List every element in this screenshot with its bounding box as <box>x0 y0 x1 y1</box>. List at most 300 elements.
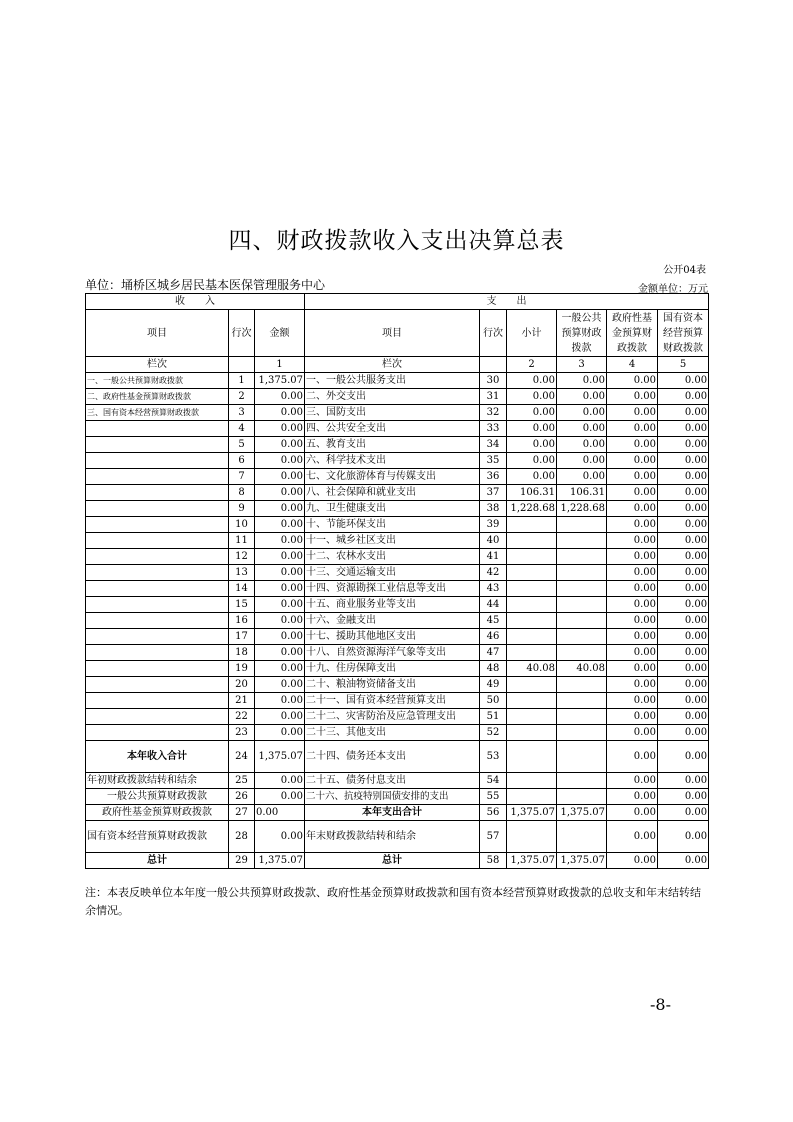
fund-budget-cell: 0.00 <box>607 581 658 597</box>
header-row-1 <box>86 294 709 310</box>
income-row-number: 1 <box>229 373 255 389</box>
fund-budget-header: 政府性基金预算财政拨款 <box>607 310 658 357</box>
expense-row-number: 53 <box>480 741 507 773</box>
income-item <box>86 661 229 677</box>
state-capital-cell: 0.00 <box>658 533 709 549</box>
income-row-number: 22 <box>229 709 255 725</box>
income-item: 一般公共预算财政拨款 <box>86 789 229 805</box>
col-number-3: 3 <box>557 357 607 373</box>
state-capital-cell: 0.00 <box>658 597 709 613</box>
table-row <box>86 693 709 709</box>
income-row-number: 4 <box>229 421 255 437</box>
table-row-26 <box>86 789 709 805</box>
table-row <box>86 437 709 453</box>
fund-budget-cell: 0.00 <box>607 565 658 581</box>
fund-budget-cell: 0.00 <box>607 805 658 821</box>
expense-item: 六、科学技术支出 <box>305 453 480 469</box>
income-amount: 0.00 <box>255 773 305 789</box>
income-amount: 0.00 <box>255 789 305 805</box>
fund-budget-cell: 0.00 <box>607 453 658 469</box>
col-number-5: 5 <box>658 357 709 373</box>
state-capital-cell: 0.00 <box>658 789 709 805</box>
income-item <box>86 533 229 549</box>
expense-item: 三、国防支出 <box>305 405 480 421</box>
income-row-number: 15 <box>229 597 255 613</box>
income-row-number: 16 <box>229 613 255 629</box>
income-row-number: 13 <box>229 565 255 581</box>
expense-row-number: 38 <box>480 501 507 517</box>
income-row-number: 25 <box>229 773 255 789</box>
expense-row-number: 37 <box>480 485 507 501</box>
subtotal-cell <box>507 773 557 789</box>
state-capital-cell: 0.00 <box>658 629 709 645</box>
subtotal-cell <box>507 565 557 581</box>
fund-budget-cell: 0.00 <box>607 437 658 453</box>
state-capital-cell: 0.00 <box>658 661 709 677</box>
general-budget-cell <box>557 581 607 597</box>
state-capital-cell: 0.00 <box>658 373 709 389</box>
income-row-number: 19 <box>229 661 255 677</box>
income-row-number: 10 <box>229 517 255 533</box>
expense-rowno-header: 行次 <box>480 310 507 357</box>
table-row-28 <box>86 821 709 853</box>
general-budget-cell <box>557 821 607 853</box>
state-capital-cell: 0.00 <box>658 389 709 405</box>
col-number-1: 1 <box>255 357 305 373</box>
subtotal-cell <box>507 821 557 853</box>
expense-header: 支 出 <box>305 294 709 310</box>
fund-budget-cell: 0.00 <box>607 549 658 565</box>
fund-budget-cell: 0.00 <box>607 533 658 549</box>
income-row-number: 20 <box>229 677 255 693</box>
subtotal-cell: 0.00 <box>507 453 557 469</box>
expense-item: 二十一、国有资本经营预算支出 <box>305 693 480 709</box>
state-capital-cell: 0.00 <box>658 421 709 437</box>
income-item <box>86 517 229 533</box>
income-item <box>86 437 229 453</box>
income-amount-header: 金额 <box>255 310 305 357</box>
general-budget-cell: 40.08 <box>557 661 607 677</box>
table-row <box>86 453 709 469</box>
fund-budget-cell: 0.00 <box>607 709 658 725</box>
state-capital-cell: 0.00 <box>658 709 709 725</box>
general-budget-cell: 1,228.68 <box>557 501 607 517</box>
fund-budget-cell: 0.00 <box>607 597 658 613</box>
income-amount: 1,375.07 <box>255 373 305 389</box>
general-budget-cell <box>557 629 607 645</box>
subtotal-cell: 0.00 <box>507 373 557 389</box>
fund-budget-cell: 0.00 <box>607 645 658 661</box>
expense-item: 本年支出合计 <box>305 805 480 821</box>
fund-budget-cell: 0.00 <box>607 853 658 869</box>
expense-row-number: 49 <box>480 677 507 693</box>
income-row-number: 11 <box>229 533 255 549</box>
fund-budget-cell: 0.00 <box>607 773 658 789</box>
income-item: 总计 <box>86 853 229 869</box>
expense-row-number: 46 <box>480 629 507 645</box>
income-amount: 0.00 <box>255 485 305 501</box>
general-budget-cell: 0.00 <box>557 469 607 485</box>
general-budget-cell <box>557 741 607 773</box>
table-row <box>86 581 709 597</box>
income-row-number: 23 <box>229 725 255 741</box>
income-amount: 0.00 <box>255 517 305 533</box>
table-row-24 <box>86 741 709 773</box>
expense-row-number: 48 <box>480 661 507 677</box>
income-item <box>86 709 229 725</box>
general-budget-cell: 0.00 <box>557 437 607 453</box>
table-row <box>86 613 709 629</box>
subtotal-cell: 0.00 <box>507 437 557 453</box>
state-capital-cell: 0.00 <box>658 565 709 581</box>
general-budget-cell <box>557 773 607 789</box>
page-number: -8- <box>650 995 671 1014</box>
state-capital-header: 国有资本经营预算财政拨款 <box>658 310 709 357</box>
table-row <box>86 533 709 549</box>
income-item <box>86 725 229 741</box>
table-note: 注：本表反映单位本年度一般公共预算财政拨款、政府性基金预算财政拨款和国有资本经营预算财政拨款的总收支和年末结转结余情况。 <box>85 886 701 917</box>
fund-budget-cell: 0.00 <box>607 741 658 773</box>
expense-item: 二十五、债务付息支出 <box>305 773 480 789</box>
income-item <box>86 421 229 437</box>
subtotal-cell: 0.00 <box>507 469 557 485</box>
income-item <box>86 485 229 501</box>
income-amount: 0.00 <box>255 453 305 469</box>
expense-item: 十九、住房保障支出 <box>305 661 480 677</box>
income-item <box>86 613 229 629</box>
expense-row-number: 36 <box>480 469 507 485</box>
subtotal-cell <box>507 709 557 725</box>
expense-row-number: 32 <box>480 405 507 421</box>
state-capital-cell: 0.00 <box>658 805 709 821</box>
fund-budget-cell: 0.00 <box>607 821 658 853</box>
fund-budget-cell: 0.00 <box>607 501 658 517</box>
expense-item: 十六、金融支出 <box>305 613 480 629</box>
income-item: 年初财政拨款结转和结余 <box>86 773 229 789</box>
general-budget-cell <box>557 709 607 725</box>
table-row <box>86 373 709 389</box>
general-budget-cell: 0.00 <box>557 405 607 421</box>
income-row-number: 7 <box>229 469 255 485</box>
subtotal-cell <box>507 629 557 645</box>
state-capital-cell: 0.00 <box>658 549 709 565</box>
fund-budget-cell: 0.00 <box>607 661 658 677</box>
empty-cell <box>480 357 507 373</box>
page-title: 四、财政拨款收入支出决算总表 <box>228 228 565 254</box>
income-item <box>86 565 229 581</box>
expense-row-number: 33 <box>480 421 507 437</box>
expense-item: 一、一般公共服务支出 <box>305 373 480 389</box>
expense-item: 二十四、债务还本支出 <box>305 741 480 773</box>
expense-row-number: 35 <box>480 453 507 469</box>
income-amount: 0.00 <box>255 405 305 421</box>
expense-item: 八、社会保障和就业支出 <box>305 485 480 501</box>
expense-item: 七、文化旅游体育与传媒支出 <box>305 469 480 485</box>
expense-row-number: 40 <box>480 533 507 549</box>
table-row <box>86 517 709 533</box>
subtotal-cell: 40.08 <box>507 661 557 677</box>
expense-row-number: 39 <box>480 517 507 533</box>
expense-item: 二十六、抗疫特别国债安排的支出 <box>305 789 480 805</box>
expense-row-number: 52 <box>480 725 507 741</box>
income-item: 一、一般公共预算财政拨款 <box>86 373 229 389</box>
empty-cell <box>229 357 255 373</box>
table-row <box>86 725 709 741</box>
income-item <box>86 629 229 645</box>
income-item: 政府性基金预算财政拨款 <box>86 805 229 821</box>
income-row-number: 26 <box>229 789 255 805</box>
table-row <box>86 405 709 421</box>
subtotal-cell: 0.00 <box>507 421 557 437</box>
subtotal-cell: 0.00 <box>507 389 557 405</box>
expense-item: 二、外交支出 <box>305 389 480 405</box>
expense-item: 二十三、其他支出 <box>305 725 480 741</box>
fund-budget-cell: 0.00 <box>607 789 658 805</box>
income-row-number: 12 <box>229 549 255 565</box>
table-body <box>86 294 709 741</box>
column-number-row <box>86 357 709 373</box>
fund-budget-cell: 0.00 <box>607 693 658 709</box>
unit-label: 单位：埇桥区城乡居民基本医保管理服务中心 <box>85 278 326 292</box>
general-budget-cell <box>557 693 607 709</box>
general-budget-cell <box>557 725 607 741</box>
income-amount: 0.00 <box>255 565 305 581</box>
state-capital-cell: 0.00 <box>658 741 709 773</box>
income-item <box>86 501 229 517</box>
state-capital-cell: 0.00 <box>658 821 709 853</box>
header-row-2 <box>86 310 709 357</box>
income-header: 收 入 <box>86 294 305 310</box>
expense-item: 十三、交通运输支出 <box>305 565 480 581</box>
expense-row-number: 44 <box>480 597 507 613</box>
income-item: 本年收入合计 <box>86 741 229 773</box>
income-item <box>86 677 229 693</box>
subtotal-cell <box>507 677 557 693</box>
fund-budget-cell: 0.00 <box>607 613 658 629</box>
expense-item: 总计 <box>305 853 480 869</box>
table-row-29-total <box>86 853 709 869</box>
income-amount: 0.00 <box>255 725 305 741</box>
state-capital-cell: 0.00 <box>658 853 709 869</box>
income-row-number: 5 <box>229 437 255 453</box>
col-number-2: 2 <box>507 357 557 373</box>
income-amount: 0.00 <box>255 805 305 821</box>
expense-row-number: 31 <box>480 389 507 405</box>
subtotal-cell <box>507 741 557 773</box>
subtotal-cell <box>507 549 557 565</box>
subtotal-header: 小计 <box>507 310 557 357</box>
general-budget-header: 一般公共预算财政拨款 <box>557 310 607 357</box>
income-amount: 0.00 <box>255 821 305 853</box>
state-capital-cell: 0.00 <box>658 773 709 789</box>
fund-budget-cell: 0.00 <box>607 629 658 645</box>
expense-row-number: 56 <box>480 805 507 821</box>
expense-item: 十七、援助其他地区支出 <box>305 629 480 645</box>
income-item <box>86 453 229 469</box>
income-amount: 0.00 <box>255 709 305 725</box>
income-item <box>86 597 229 613</box>
state-capital-cell: 0.00 <box>658 725 709 741</box>
expense-row-number: 51 <box>480 709 507 725</box>
general-budget-cell: 0.00 <box>557 453 607 469</box>
expense-row-number: 58 <box>480 853 507 869</box>
general-budget-cell: 0.00 <box>557 373 607 389</box>
finance-table <box>85 293 709 869</box>
subtotal-cell <box>507 581 557 597</box>
income-item <box>86 469 229 485</box>
income-amount: 0.00 <box>255 533 305 549</box>
subtotal-cell: 106.31 <box>507 485 557 501</box>
income-row-number: 3 <box>229 405 255 421</box>
state-capital-cell: 0.00 <box>658 437 709 453</box>
income-amount: 0.00 <box>255 693 305 709</box>
income-amount: 1,375.07 <box>255 853 305 869</box>
fund-budget-cell: 0.00 <box>607 485 658 501</box>
income-row-number: 29 <box>229 853 255 869</box>
general-budget-cell: 1,375.07 <box>557 853 607 869</box>
general-budget-cell <box>557 677 607 693</box>
income-row-number: 6 <box>229 453 255 469</box>
income-item: 三、国有资本经营预算财政拨款 <box>86 405 229 421</box>
income-amount: 0.00 <box>255 437 305 453</box>
general-budget-cell <box>557 789 607 805</box>
table-row <box>86 677 709 693</box>
general-budget-cell: 0.00 <box>557 421 607 437</box>
table-row <box>86 549 709 565</box>
col-label: 栏次 <box>305 357 480 373</box>
income-item <box>86 693 229 709</box>
table-row <box>86 629 709 645</box>
expense-item: 十八、自然资源海洋气象等支出 <box>305 645 480 661</box>
income-row-number: 18 <box>229 645 255 661</box>
general-budget-cell: 106.31 <box>557 485 607 501</box>
table-row <box>86 645 709 661</box>
fund-budget-cell: 0.00 <box>607 469 658 485</box>
money-unit-label: 金额单位：万元 <box>638 284 708 295</box>
table-row <box>86 709 709 725</box>
general-budget-cell <box>557 645 607 661</box>
subtotal-cell <box>507 533 557 549</box>
income-row-number: 28 <box>229 821 255 853</box>
income-amount: 0.00 <box>255 613 305 629</box>
fund-budget-cell: 0.00 <box>607 677 658 693</box>
table-row <box>86 661 709 677</box>
subtotal-cell <box>507 725 557 741</box>
expense-row-number: 57 <box>480 821 507 853</box>
table-row <box>86 597 709 613</box>
subtotal-cell: 0.00 <box>507 405 557 421</box>
fund-budget-cell: 0.00 <box>607 517 658 533</box>
income-row-number: 9 <box>229 501 255 517</box>
table-footer-rows <box>86 741 709 869</box>
general-budget-cell <box>557 613 607 629</box>
state-capital-cell: 0.00 <box>658 501 709 517</box>
expense-row-number: 42 <box>480 565 507 581</box>
income-rowno-header: 行次 <box>229 310 255 357</box>
expense-item: 年末财政拨款结转和结余 <box>305 821 480 853</box>
income-amount: 0.00 <box>255 677 305 693</box>
income-amount: 0.00 <box>255 645 305 661</box>
expense-item: 十五、商业服务业等支出 <box>305 597 480 613</box>
col-label: 栏次 <box>86 357 229 373</box>
general-budget-cell: 1,375.07 <box>557 805 607 821</box>
state-capital-cell: 0.00 <box>658 581 709 597</box>
subtotal-cell <box>507 645 557 661</box>
general-budget-cell <box>557 549 607 565</box>
income-row-number: 17 <box>229 629 255 645</box>
expense-row-number: 50 <box>480 693 507 709</box>
fund-budget-cell: 0.00 <box>607 373 658 389</box>
general-budget-cell: 0.00 <box>557 389 607 405</box>
expense-item: 十二、农林水支出 <box>305 549 480 565</box>
form-code: 公开04表 <box>663 265 706 276</box>
expense-item: 二十、粮油物资储备支出 <box>305 677 480 693</box>
table-row <box>86 421 709 437</box>
income-item-header: 项目 <box>86 310 229 357</box>
income-row-number: 21 <box>229 693 255 709</box>
col-number-4: 4 <box>607 357 658 373</box>
income-amount: 0.00 <box>255 549 305 565</box>
expense-row-number: 47 <box>480 645 507 661</box>
state-capital-cell: 0.00 <box>658 517 709 533</box>
income-amount: 0.00 <box>255 421 305 437</box>
fund-budget-cell: 0.00 <box>607 405 658 421</box>
expense-item: 二十二、灾害防治及应急管理支出 <box>305 709 480 725</box>
state-capital-cell: 0.00 <box>658 645 709 661</box>
income-item: 国有资本经营预算财政拨款 <box>86 821 229 853</box>
expense-row-number: 43 <box>480 581 507 597</box>
expense-item: 五、教育支出 <box>305 437 480 453</box>
income-amount: 0.00 <box>255 389 305 405</box>
income-amount: 1,375.07 <box>255 741 305 773</box>
income-item <box>86 645 229 661</box>
income-row-number: 8 <box>229 485 255 501</box>
table-row <box>86 565 709 581</box>
expense-item: 四、公共安全支出 <box>305 421 480 437</box>
general-budget-cell <box>557 533 607 549</box>
expense-row-number: 41 <box>480 549 507 565</box>
subtotal-cell <box>507 597 557 613</box>
table-row-27 <box>86 805 709 821</box>
state-capital-cell: 0.00 <box>658 677 709 693</box>
state-capital-cell: 0.00 <box>658 693 709 709</box>
expense-row-number: 54 <box>480 773 507 789</box>
state-capital-cell: 0.00 <box>658 405 709 421</box>
expense-item: 九、卫生健康支出 <box>305 501 480 517</box>
table-row-25 <box>86 773 709 789</box>
subtotal-cell <box>507 789 557 805</box>
income-row-number: 2 <box>229 389 255 405</box>
fund-budget-cell: 0.00 <box>607 421 658 437</box>
subtotal-cell <box>507 517 557 533</box>
subtotal-cell: 1,375.07 <box>507 805 557 821</box>
income-row-number: 24 <box>229 741 255 773</box>
expense-item: 十、节能环保支出 <box>305 517 480 533</box>
general-budget-cell <box>557 517 607 533</box>
state-capital-cell: 0.00 <box>658 485 709 501</box>
income-amount: 0.00 <box>255 581 305 597</box>
subtotal-cell: 1,375.07 <box>507 853 557 869</box>
state-capital-cell: 0.00 <box>658 469 709 485</box>
subtotal-cell <box>507 613 557 629</box>
expense-row-number: 45 <box>480 613 507 629</box>
expense-row-number: 55 <box>480 789 507 805</box>
income-item <box>86 549 229 565</box>
expense-row-number: 30 <box>480 373 507 389</box>
fund-budget-cell: 0.00 <box>607 725 658 741</box>
expense-item: 十四、资源勘探工业信息等支出 <box>305 581 480 597</box>
unit-line <box>85 276 708 295</box>
